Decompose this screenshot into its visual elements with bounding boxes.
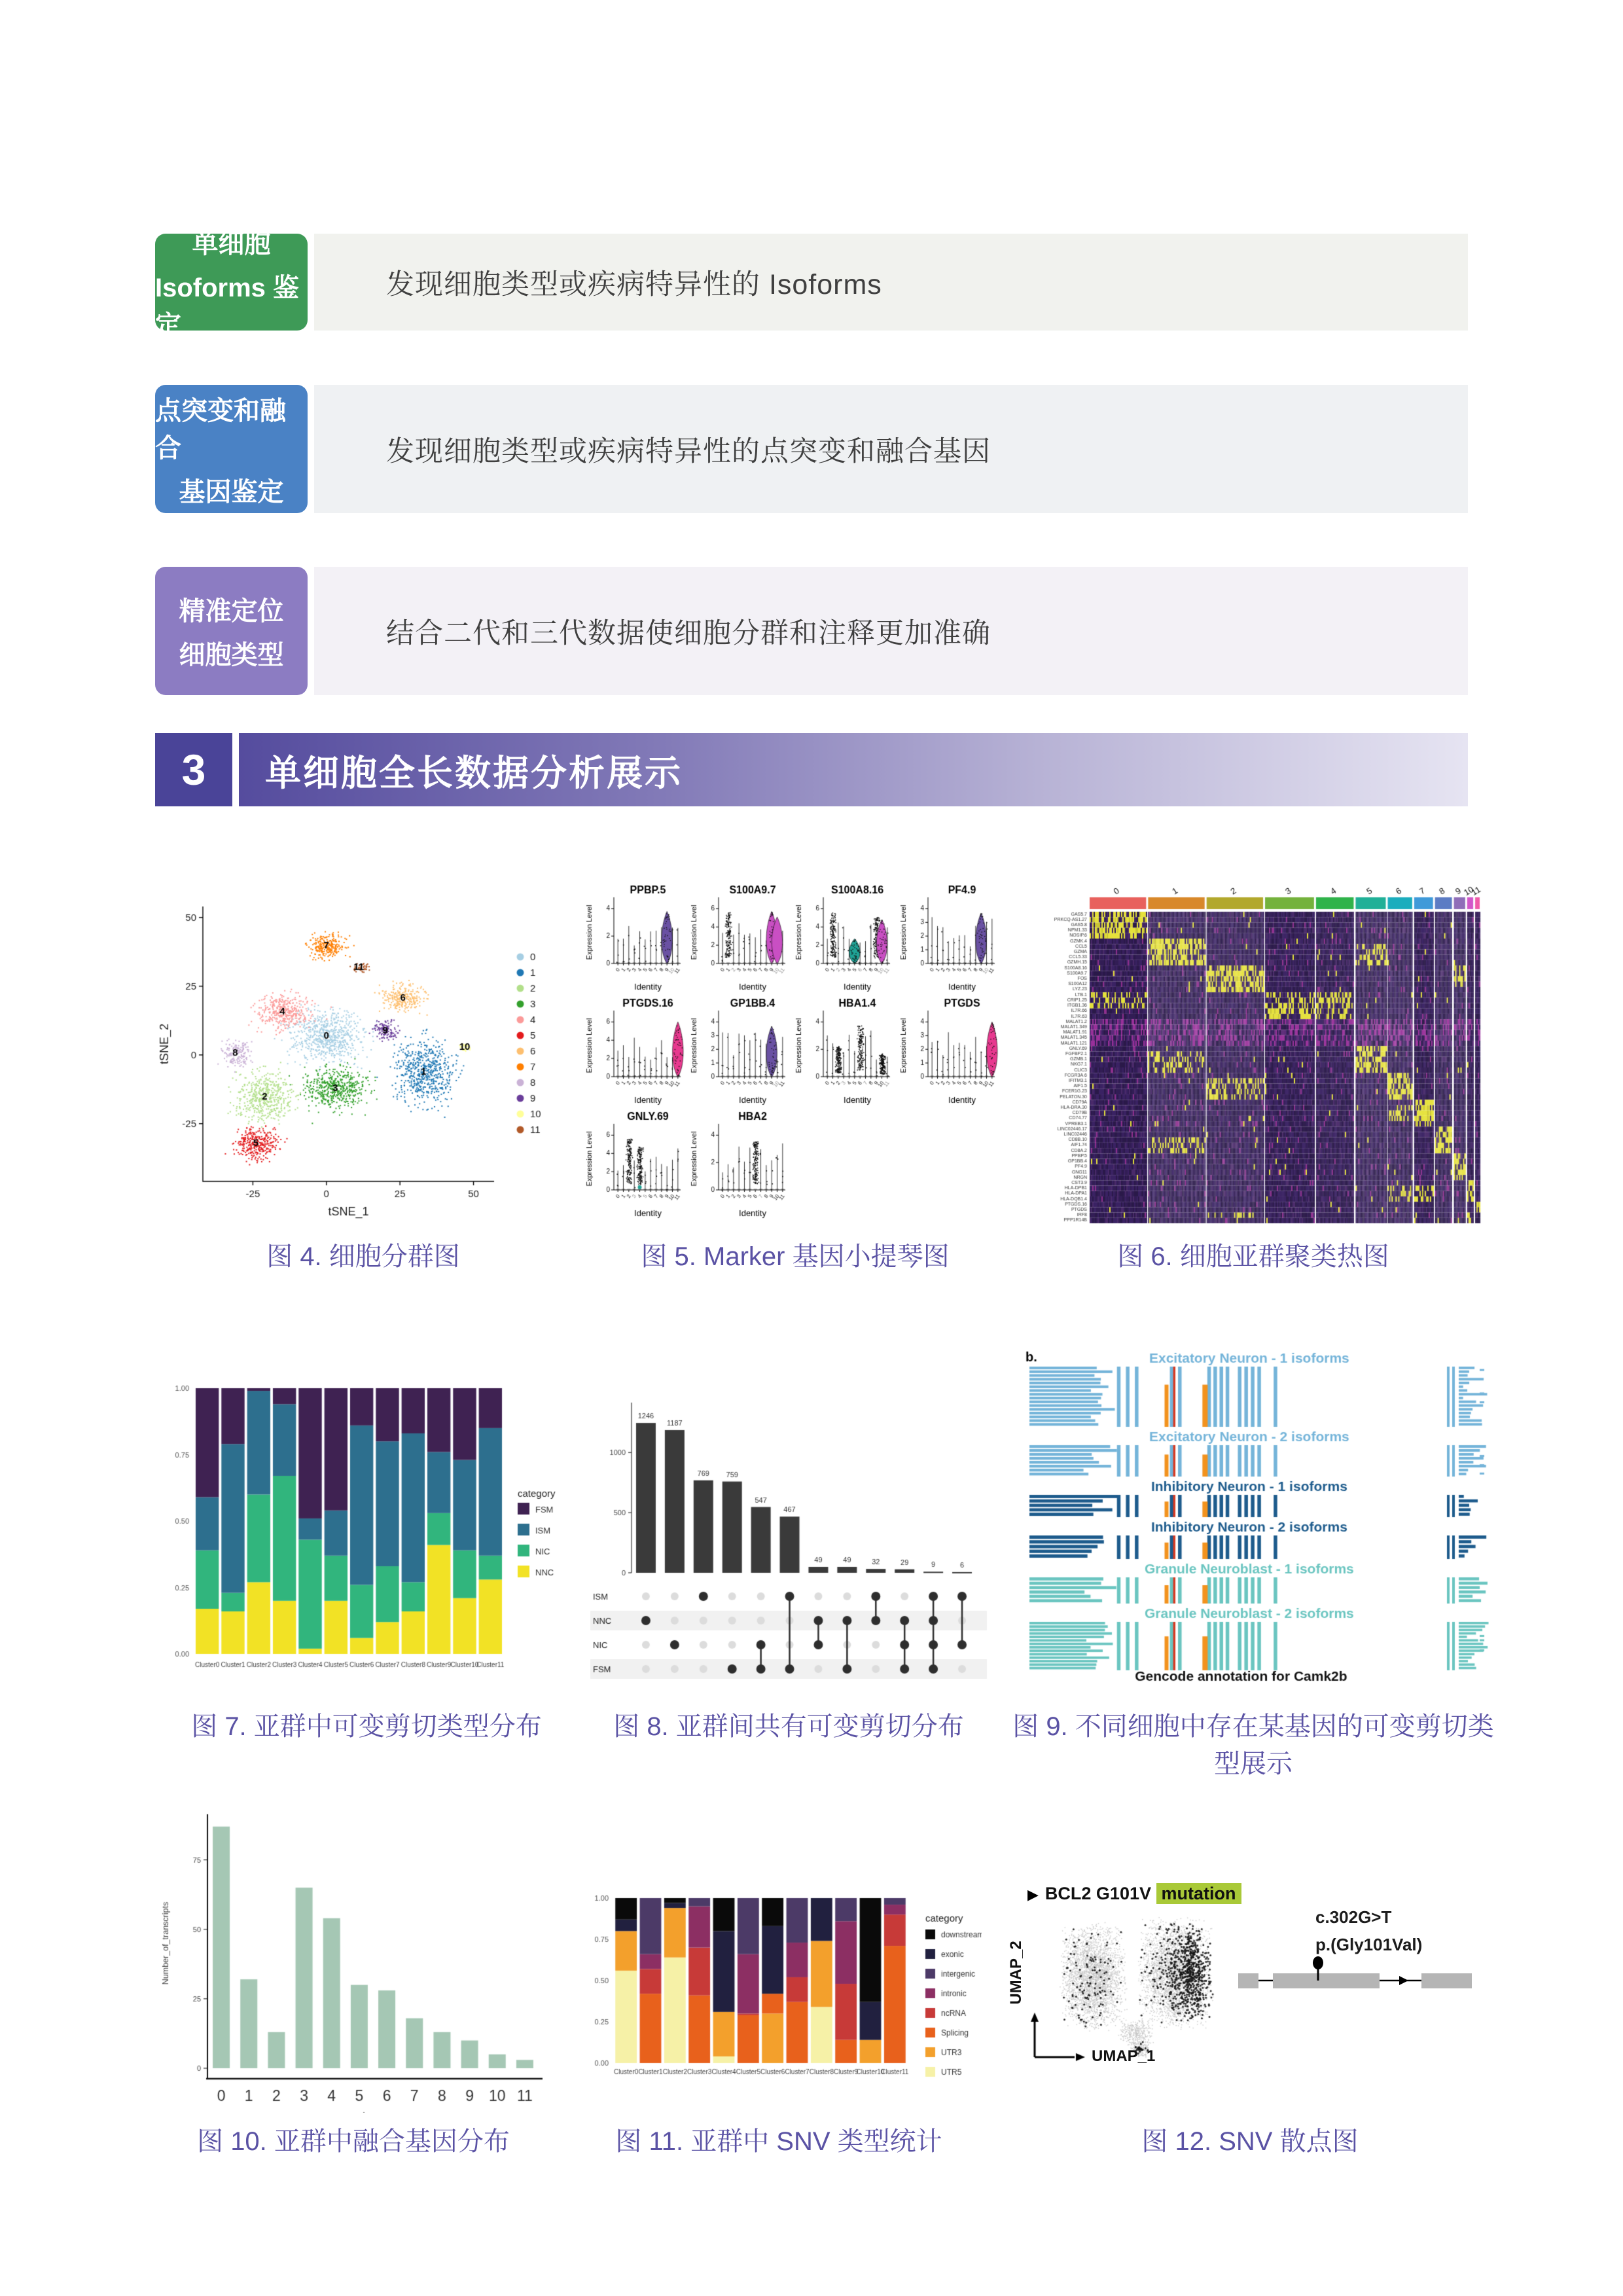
feature-tab-label: 精准定位 xyxy=(179,597,284,626)
figure-caption-12: 图 12. SNV 散点图 xyxy=(1141,2127,1359,2156)
figure-isoforms xyxy=(1018,1347,1489,1684)
umap-scatter xyxy=(1027,1908,1230,2068)
feature-desc-panel xyxy=(314,234,1468,331)
fusion-bar-plot xyxy=(154,1799,553,2113)
section-number: 3 xyxy=(155,733,232,806)
umap2-axis-label: UMAP_2 xyxy=(1007,1941,1025,2005)
figure-caption-6: 图 6. 细胞亚群聚类热图 xyxy=(1117,1242,1389,1271)
feature-tab-label: Isoforms 鉴定 xyxy=(155,273,300,340)
feature-tab-label: 点突变和融合 xyxy=(155,396,286,463)
figure-caption-8: 图 8. 亚群间共有可变剪切分布 xyxy=(613,1712,964,1741)
splice-stack-plot xyxy=(154,1371,579,1698)
strand-arrow-icon xyxy=(1399,1976,1408,1985)
feature-tab-label: 单细胞 xyxy=(192,229,271,259)
figure-caption-4: 图 4. 细胞分群图 xyxy=(266,1242,460,1271)
heatmap-plot xyxy=(1024,874,1482,1227)
figure-caption-11: 图 11. 亚群中 SNV 类型统计 xyxy=(615,2127,942,2156)
feature-card-celltype xyxy=(155,567,1468,695)
figure-snv-stack xyxy=(576,1885,982,2108)
feature-desc-panel xyxy=(314,567,1468,695)
lollipop-head xyxy=(1313,1956,1323,1969)
figure-caption-5: 图 5. Marker 基因小提琴图 xyxy=(641,1242,950,1271)
arrow-icon: ▶ xyxy=(1027,1886,1039,1903)
figure-caption-7: 图 7. 亚群中可变剪切类型分布 xyxy=(191,1712,542,1741)
violin-plots xyxy=(582,880,1008,1221)
figure-heatmap xyxy=(1024,874,1482,1227)
exon-box xyxy=(1421,1973,1472,1988)
feature-tab-isoforms xyxy=(155,229,308,340)
tsne-plot xyxy=(154,880,573,1221)
section-title: 单细胞全长数据分析展示 xyxy=(265,752,683,793)
mutation-highlight-label: mutation xyxy=(1156,1883,1241,1904)
snv-title xyxy=(1027,1884,1241,1904)
feature-tab-label: 基因鉴定 xyxy=(179,477,284,507)
feature-tab-celltype xyxy=(155,567,308,695)
feature-tab-label: 细胞类型 xyxy=(179,641,284,670)
figure-caption-9: 图 9. 不同细胞中存在某基因的可变剪切类型展示 xyxy=(1012,1712,1494,1778)
feature-desc: 结合二代和三代数据使细胞分群和注释更加准确 xyxy=(386,617,991,649)
figure-tsne xyxy=(154,880,573,1221)
upset-plot xyxy=(576,1371,1001,1698)
figure-caption-10: 图 10. 亚群中融合基因分布 xyxy=(197,2127,510,2156)
section-title-bar xyxy=(239,733,1468,806)
figure-upset xyxy=(576,1371,1001,1698)
figure-splice-stack xyxy=(154,1371,579,1698)
feature-desc-panel xyxy=(314,385,1468,513)
exon-box xyxy=(1238,1973,1258,1988)
exon-box xyxy=(1273,1973,1380,1988)
umap1-axis-label: UMAP_1 xyxy=(1092,2047,1156,2065)
snv-gene-label: BCL2 G101V xyxy=(1044,1884,1151,1903)
figure-violins xyxy=(582,880,1008,1221)
hgvs-c-label: c.302G>T xyxy=(1315,1907,1392,1927)
snv-stack-plot xyxy=(576,1885,982,2108)
feature-desc: 发现细胞类型或疾病特异性的 Isoforms xyxy=(386,268,882,300)
hgvs-p-label: p.(Gly101Val) xyxy=(1315,1935,1423,1954)
isoform-tracks-plot xyxy=(1018,1347,1489,1684)
feature-desc: 发现细胞类型或疾病特异性的点突变和融合基因 xyxy=(386,435,991,467)
feature-card-isoforms xyxy=(155,229,1468,340)
figure-fusion-bar xyxy=(154,1799,553,2113)
figure-snv-scatter xyxy=(1008,1872,1492,2108)
feature-card-mutation xyxy=(155,385,1468,513)
feature-tab-mutation xyxy=(155,385,308,513)
section-header xyxy=(155,733,1468,806)
